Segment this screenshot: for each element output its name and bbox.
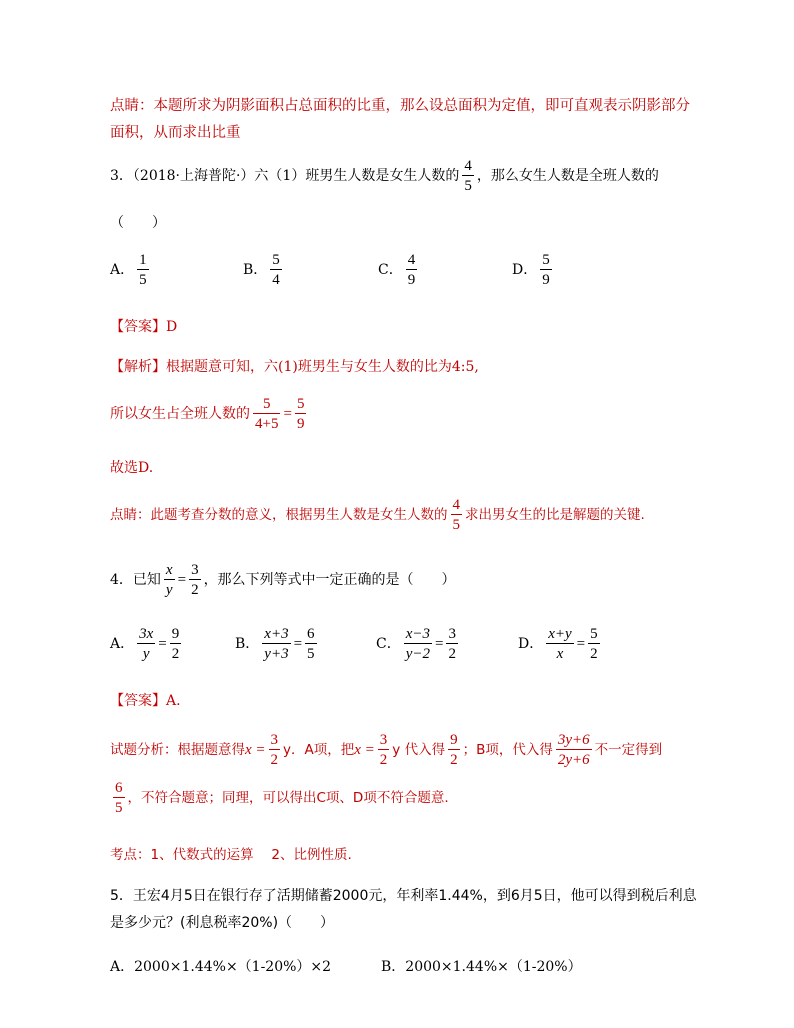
frac-num: 3 — [270, 732, 279, 748]
q5-option-a: A．2000×1.44%×（1-20%）×2 — [110, 959, 332, 975]
option-den: 9 — [407, 272, 416, 288]
question-4-stem — [110, 562, 456, 598]
analysis-head: 【解析】 — [110, 359, 166, 375]
option-label: C． — [378, 262, 403, 278]
q3-frac-num: 4 — [464, 158, 472, 174]
q4-prefix: 4．已知 — [110, 572, 161, 588]
option-label: A． — [110, 636, 135, 652]
option-rden: 5 — [307, 646, 315, 662]
option-rden: 2 — [448, 646, 456, 662]
option-den: x — [556, 646, 564, 662]
equals-sign: = — [177, 572, 187, 588]
q3-option-a — [110, 252, 152, 288]
analysis-text: 根据题意可知，六(1)班男生与女生人数的比为4:5, — [166, 359, 479, 375]
option-rden: 2 — [590, 646, 598, 662]
option-rnum: 3 — [448, 626, 456, 642]
option-rnum: 6 — [307, 626, 315, 642]
option-num: x+3 — [264, 626, 289, 642]
frac-den: 2 — [270, 752, 279, 768]
q3-suffix: ，那么女生人数是全班人数的 — [476, 168, 659, 184]
option-num: x−3 — [405, 626, 430, 642]
option-den: 9 — [542, 272, 550, 288]
option-label: A． — [110, 262, 135, 278]
option-label: D． — [512, 262, 538, 278]
q4-option-c: C． $\frac{x-3}{y-2}$ = $\frac{3}{2}$ — [376, 626, 456, 662]
frac-den: 5 — [452, 517, 460, 533]
q4-analysis-2 — [110, 780, 449, 816]
frac-den: 2 — [379, 752, 388, 768]
analysis-x: x = — [245, 742, 266, 758]
q3-frac-den: 5 — [464, 178, 472, 194]
q3-option-b — [243, 252, 285, 288]
q3-analysis-2 — [110, 396, 309, 432]
frac-num: 5 — [253, 396, 280, 414]
option-num: 3x — [139, 626, 154, 642]
q4-kaodian: 考点：1、代数式的运算 2、比例性质. — [110, 847, 352, 863]
frac-num: x — [165, 562, 173, 578]
analysis-f: ；B项，代入得 — [462, 742, 553, 758]
frac-den: y — [165, 582, 173, 598]
question-5-line-1: 5．王宏4月5日在银行存了活期储蓄2000元，年利率1.44%，到6月5日，他可以得到税后利息 — [110, 888, 697, 904]
frac-den: 9 — [296, 416, 305, 432]
q4-option-b: B． $\frac{x+3}{y+3}$ = $\frac{6}{5}$ — [235, 626, 315, 662]
analysis-g: 不一定得到 — [594, 742, 663, 758]
frac-den: 2y+6 — [557, 752, 590, 768]
option-num: 4 — [407, 252, 416, 268]
option-den: 4 — [272, 272, 280, 288]
q4-analysis — [110, 732, 662, 768]
question-5-line-2: 是多少元？(利息税率20%)（ ） — [110, 915, 335, 931]
analysis-c: y．A项，把 — [283, 742, 355, 758]
option-den: y−2 — [405, 646, 430, 662]
hint-line-2: 面积，从而求出比重 — [110, 125, 241, 141]
analysis-line2: ，不符合题意；同理，可以得出C项、D项不符合题意. — [127, 790, 449, 806]
hint-line-1: 点睛：本题所求为阴影面积占总面积的比重，那么设总面积为定值，即可直观表示阴影部分 — [110, 98, 690, 114]
frac-num: 6 — [115, 780, 123, 796]
option-num: 5 — [542, 252, 550, 268]
q3-fraction — [462, 158, 474, 194]
q4-option-d: D． $\frac{x+y}{x}$ = $\frac{5}{2}$ — [518, 626, 598, 662]
analysis-a: 试题分析：根据题意得 — [110, 742, 245, 758]
q3-prefix: 3．（2018·上海普陀·）六（1）班男生人数是女生人数的 — [110, 168, 460, 184]
option-num: 5 — [272, 252, 280, 268]
q3-hint — [110, 497, 645, 533]
frac-den: 4+5 — [255, 416, 279, 432]
option-rnum: 5 — [590, 626, 598, 642]
option-rnum: 9 — [171, 626, 180, 642]
analysis-x2: x = — [354, 742, 375, 758]
option-den: y+3 — [264, 646, 289, 662]
frac-den: 2 — [450, 752, 458, 768]
option-label: D． — [518, 636, 544, 652]
frac-num: 9 — [450, 732, 458, 748]
option-den: y — [142, 646, 150, 662]
option-label: B． — [243, 262, 268, 278]
option-num: 1 — [139, 252, 147, 268]
q3-analysis — [110, 356, 479, 376]
q4-suffix: ，那么下列等式中一定正确的是（ ） — [203, 572, 456, 588]
q3-paren: （ ） — [110, 215, 166, 231]
frac-num: 3y+6 — [557, 732, 590, 748]
option-num: x+y — [548, 626, 572, 642]
option-rden: 2 — [171, 646, 180, 662]
frac-den: 2 — [191, 582, 199, 598]
frac-den: 5 — [115, 800, 123, 816]
hint-prefix: 点睛：此题考查分数的意义，根据男生人数是女生人数的 — [110, 507, 448, 523]
analysis2-prefix: 所以女生占全班人数的 — [110, 406, 250, 422]
q3-option-d — [512, 252, 555, 288]
q4-answer: 【答案】A. — [110, 693, 181, 709]
frac-num: 3 — [379, 732, 388, 748]
frac-num: 5 — [296, 396, 305, 412]
question-3-stem — [110, 158, 659, 194]
q5-option-b: B．2000×1.44%×（1-20%） — [381, 959, 582, 975]
option-label: C． — [376, 636, 401, 652]
analysis-e: y 代入得 — [392, 742, 446, 758]
frac-num: 3 — [191, 562, 199, 578]
q3-answer: 【答案】D — [110, 319, 178, 335]
q3-choose: 故选D. — [110, 460, 154, 476]
equals-sign: = — [283, 406, 292, 422]
q4-option-a: A． $\frac{3x}{y}$ = $\frac{9}{2}$ — [110, 626, 180, 662]
option-den: 5 — [139, 272, 147, 288]
hint-suffix: 求出男女生的比是解题的关键. — [465, 507, 645, 523]
option-label: B． — [235, 636, 260, 652]
frac-num: 4 — [452, 497, 460, 513]
q3-option-c — [378, 252, 420, 288]
